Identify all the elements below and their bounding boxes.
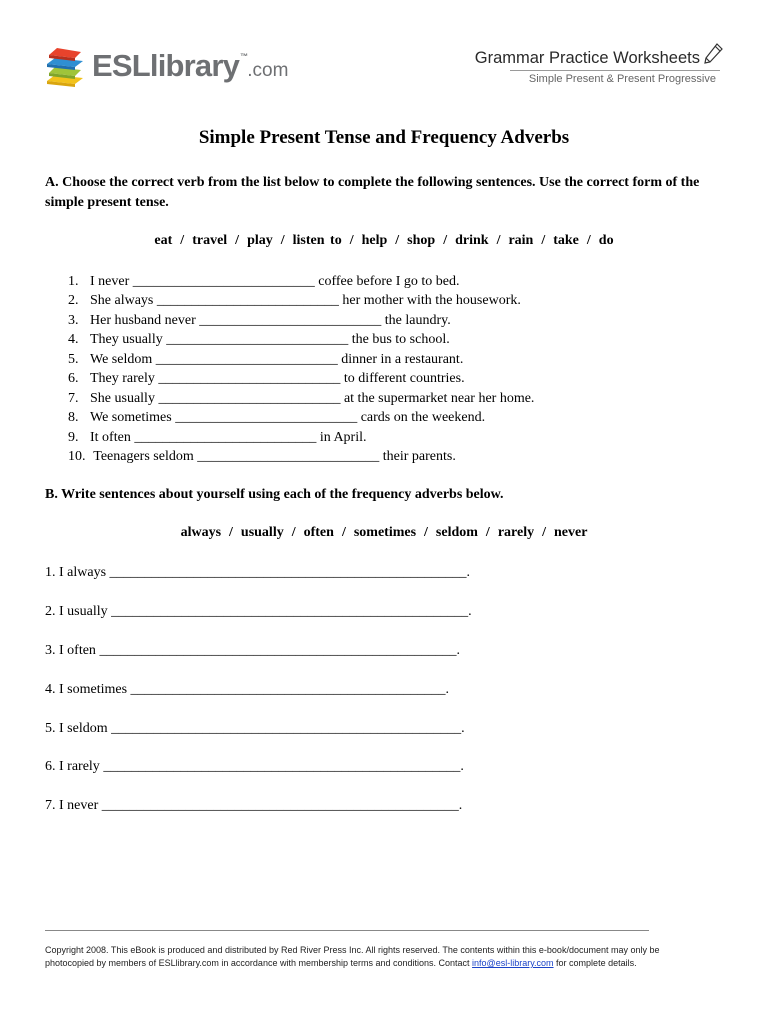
word-separator: / xyxy=(496,233,501,248)
verb-option: travel xyxy=(192,233,228,248)
adverb-word-bank xyxy=(0,525,768,541)
answer-blank[interactable]: __________________________ xyxy=(197,448,380,464)
word-separator: / xyxy=(485,525,490,540)
sentence-period: . xyxy=(460,759,464,775)
exercise-b-item xyxy=(45,719,472,758)
exercise-b-item xyxy=(45,641,472,680)
adverb-option: seldom xyxy=(435,525,478,540)
exercise-a-item xyxy=(68,408,534,427)
word-separator: / xyxy=(291,525,296,540)
sentence-start: I never xyxy=(90,274,133,289)
contact-email-link[interactable]: info@esl-library.com xyxy=(472,958,554,968)
sentence-end: their parents. xyxy=(379,448,456,464)
brand-suffix: .com xyxy=(247,60,289,81)
sentence-end: the laundry. xyxy=(381,312,451,328)
exercise-b-item xyxy=(45,757,472,796)
sentence-start: Teenagers seldom xyxy=(90,448,198,464)
word-separator: / xyxy=(280,233,285,248)
sentence-end: coffee before I go to bed. xyxy=(314,274,460,289)
copyright-text: Copyright 2008. This eBook is produced and distributed by Red River Press Inc. All rights reserved. The contents within this e-book/document may only be photocopied by members of ESLlibrary.com in accordance with membership terms and conditions. Contact xyxy=(45,945,660,968)
sentence-prompt: 3. I often xyxy=(45,642,100,658)
sentence-end: in April. xyxy=(316,429,367,445)
adverb-option: never xyxy=(553,525,588,540)
exercise-a-item xyxy=(68,330,534,349)
verb-option: listen to xyxy=(292,233,342,248)
answer-blank[interactable]: __________________________ xyxy=(175,410,358,426)
word-separator: / xyxy=(395,233,400,248)
sentence-prompt: 6. I rarely xyxy=(45,759,104,775)
answer-blank[interactable]: __________________________ xyxy=(158,390,341,406)
word-separator: / xyxy=(586,233,591,248)
item-number: 3. xyxy=(68,312,79,328)
sentence-prompt: 7. I never xyxy=(45,798,102,814)
item-number: 1. xyxy=(68,274,79,289)
verb-option: eat xyxy=(154,233,173,248)
word-separator: / xyxy=(424,525,428,540)
brand-logo xyxy=(45,44,289,92)
exercise-b-item xyxy=(45,796,472,835)
verb-option: take xyxy=(553,233,579,248)
verb-option: do xyxy=(598,233,614,248)
brand-trademark: ™ xyxy=(240,52,248,61)
item-number: 5. xyxy=(68,351,79,367)
item-number: 8. xyxy=(68,410,79,426)
sentence-start: She always xyxy=(90,293,157,309)
sentence-prompt: 2. I usually xyxy=(45,603,112,619)
answer-blank[interactable]: __________________________ xyxy=(166,332,349,348)
sentence-prompt: 1. I always xyxy=(45,565,110,580)
exercise-a-item xyxy=(68,428,534,447)
word-separator: / xyxy=(542,525,546,540)
exercise-b-item xyxy=(45,680,472,719)
exercise-a-item xyxy=(68,389,534,408)
word-separator: / xyxy=(235,233,240,248)
header-divider xyxy=(510,70,720,71)
sentence-period: . xyxy=(461,720,465,736)
item-number: 6. xyxy=(68,371,79,387)
sentence-prompt: 4. I sometimes xyxy=(45,681,131,697)
exercise-a-item xyxy=(68,369,534,388)
adverb-option: always xyxy=(180,525,222,540)
answer-blank[interactable]: __________________________ xyxy=(156,293,339,309)
adverb-option: usually xyxy=(240,525,284,540)
verb-option: drink xyxy=(455,233,489,248)
word-separator: / xyxy=(443,233,448,248)
word-separator: / xyxy=(341,525,346,540)
answer-blank[interactable]: __________________________ xyxy=(155,351,338,367)
brand-name: ESLlibrary xyxy=(92,48,240,83)
answer-blank[interactable]: __________________________ xyxy=(158,371,341,387)
verb-option: rain xyxy=(508,233,534,248)
sentence-period: . xyxy=(456,642,460,658)
sentence-end: cards on the weekend. xyxy=(357,410,486,426)
adverb-option: rarely xyxy=(497,525,535,540)
sentence-start: Her husband never xyxy=(90,312,200,328)
item-number: 4. xyxy=(68,332,79,348)
answer-blank[interactable]: ___________________________________________________ xyxy=(99,642,457,658)
sentence-start: She usually xyxy=(90,390,159,406)
exercise-b-item xyxy=(45,563,472,602)
sentence-end: the bus to school. xyxy=(348,332,450,348)
pencil-icon xyxy=(702,42,724,66)
word-separator: / xyxy=(349,233,354,248)
header-title: Grammar Practice Worksheets xyxy=(474,49,700,67)
sentence-start: We seldom xyxy=(90,351,156,367)
exercise-a-list xyxy=(68,272,534,466)
sentence-period: . xyxy=(458,798,463,814)
sentence-end: her mother with the housework. xyxy=(338,293,521,309)
page-title: Simple Present Tense and Frequency Adverbs xyxy=(198,127,570,148)
item-number: 7. xyxy=(68,390,79,406)
sentence-period: . xyxy=(466,565,471,580)
answer-blank[interactable]: __________________________ xyxy=(199,312,382,328)
exercise-a-item xyxy=(68,311,534,330)
answer-blank[interactable]: __________________________ xyxy=(134,429,317,445)
answer-blank[interactable]: __________________________________________________ xyxy=(111,720,462,736)
section-a-instructions: A. Choose the correct verb from the list below to complete the following sentences. Use the correct form of the simple present tense. xyxy=(45,175,700,210)
verb-option: play xyxy=(247,233,273,248)
item-number: 9. xyxy=(68,429,79,445)
header-subtitle: Simple Present & Present Progressive xyxy=(528,73,716,85)
sentence-end: to different countries. xyxy=(340,371,465,387)
sentence-start: They usually xyxy=(90,332,167,348)
sentence-start: It often xyxy=(90,429,135,445)
footer-divider xyxy=(45,930,649,931)
books-logo-icon xyxy=(45,44,87,88)
exercise-a-item xyxy=(68,447,534,466)
word-separator: / xyxy=(541,233,546,248)
word-separator: / xyxy=(229,525,233,540)
answer-blank[interactable]: _____________________________________________ xyxy=(130,681,446,697)
exercise-b-item xyxy=(45,602,472,641)
verb-option: help xyxy=(361,233,388,248)
sentence-end: at the supermarket near her home. xyxy=(340,390,535,406)
exercise-a-item xyxy=(68,291,534,310)
answer-blank[interactable]: __________________________ xyxy=(132,274,315,289)
item-number: 10. xyxy=(68,448,86,464)
answer-blank[interactable]: ___________________________________________________ xyxy=(111,603,469,619)
sentence-prompt: 5. I seldom xyxy=(45,720,112,736)
sentence-period: . xyxy=(445,681,450,697)
section-b-instructions: B. Write sentences about yourself using each of the frequency adverbs below. xyxy=(45,487,504,502)
answer-blank[interactable]: ___________________________________________________ xyxy=(101,798,459,814)
item-number: 2. xyxy=(68,293,79,309)
verb-option: shop xyxy=(407,233,436,248)
exercise-b-list xyxy=(45,563,472,835)
sentence-period: . xyxy=(468,603,472,619)
word-separator: / xyxy=(180,233,185,248)
exercise-a-item xyxy=(68,272,534,291)
answer-blank[interactable]: ___________________________________________________ xyxy=(109,565,467,580)
sentence-start: They rarely xyxy=(90,371,159,387)
adverb-option: sometimes xyxy=(353,525,417,540)
adverb-option: often xyxy=(303,525,334,540)
copyright-text-end: for complete details. xyxy=(553,958,637,968)
copyright-notice xyxy=(45,944,685,970)
exercise-a-item xyxy=(68,350,534,369)
sentence-start: We sometimes xyxy=(90,410,176,426)
sentence-end: dinner in a restaurant. xyxy=(337,351,464,367)
verb-word-bank xyxy=(0,233,768,249)
answer-blank[interactable]: ___________________________________________________ xyxy=(103,759,461,775)
